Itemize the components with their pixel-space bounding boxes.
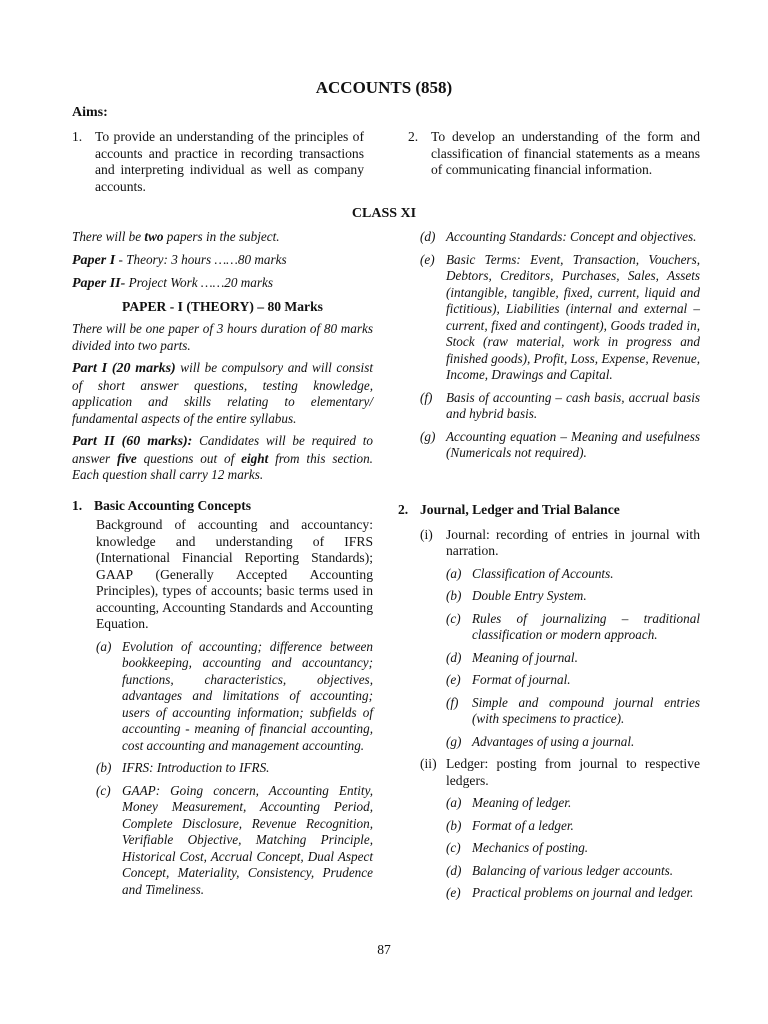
section2-content <box>420 527 700 902</box>
roman-marker: (ii) <box>420 756 437 771</box>
list-item <box>420 429 700 462</box>
right-column-continuation <box>420 229 700 468</box>
roman-text: Journal: recording of entries in journal with narration. <box>446 526 700 558</box>
paper1-label: Paper I <box>72 252 116 268</box>
list-text: Meaning of journal. <box>472 649 578 665</box>
part2-description-c: from this section. Each question shall carry 12 marks. <box>72 450 373 482</box>
part2-text <box>72 433 373 484</box>
roman-item-i <box>420 527 700 560</box>
list-text: Simple and compound journal entries (with specimens to practice). <box>472 694 700 726</box>
list-item <box>96 639 373 755</box>
section1-title: Basic Accounting Concepts <box>94 497 252 513</box>
list-item <box>446 863 700 880</box>
list-text: Advantages of using a journal. <box>472 733 635 749</box>
list-marker: (d) <box>446 649 462 665</box>
list-marker: (d) <box>420 229 436 244</box>
list-item <box>446 885 700 902</box>
page-title: ACCOUNTS (858) <box>315 78 453 97</box>
ledger-subitems <box>446 795 700 902</box>
list-item <box>446 695 700 728</box>
duration-text: There will be one paper of 3 hours duration of 80 marks divided into two parts. <box>72 321 373 353</box>
list-item <box>446 818 700 835</box>
list-marker: (b) <box>446 588 462 603</box>
list-item <box>446 795 700 812</box>
list-item <box>446 566 700 583</box>
part2-description-a: Candidates will be required to answer <box>72 433 373 466</box>
part1-description: will be compulsory and will consist of short answer questions, testing knowledge, application and skills relating to elementary/ fundamental aspects of the entire syllabus. <box>72 360 373 426</box>
paper2-text: Project Work ……20 marks <box>125 275 274 290</box>
section1-body: Background of accounting and accountancy: knowledge and understanding of IFRS (International Financial Reporting Standards); GAAP (Generally Accepted Accounting Principles), types of accounts; basic terms used in accounting, Accounting Standards and Accounting Equation. <box>96 517 373 631</box>
list-item <box>446 734 700 751</box>
list-text: Basic Terms: Event, Transaction, Vouchers, Debtors, Creditors, Purchases, Sales, Assets (intangible, tangible, fixed, current, liquid and fictitious), Liabilities (internal and external – current, fixed and contingent), Goods traded in, Stock (raw material, work in progress and finished goods), Profit, Loss, Expense, Revenue, Income, Drawings and Capital. <box>446 251 700 382</box>
section2 <box>398 502 700 908</box>
list-text: IFRS: Introduction to IFRS. <box>122 760 270 775</box>
left-column <box>72 229 373 904</box>
list-item <box>96 783 373 899</box>
list-text: Format of journal. <box>472 672 571 687</box>
paper2-label: Paper II- <box>72 276 126 291</box>
list-text: Rules of journalizing – traditional classification or modern approach. <box>472 610 700 642</box>
list-marker: (g) <box>420 428 436 444</box>
list-marker: (b) <box>446 817 462 833</box>
list-item <box>446 650 700 667</box>
list-item <box>420 390 700 423</box>
list-marker: (d) <box>446 862 462 878</box>
section2-number: 2. <box>398 502 409 517</box>
list-item <box>446 611 700 644</box>
page-number: 87 <box>377 942 391 957</box>
list-item <box>446 840 700 857</box>
papers-note <box>72 229 373 246</box>
list-marker: (a) <box>96 638 112 654</box>
aims-heading: Aims: <box>72 105 108 120</box>
list-marker: (g) <box>446 733 462 749</box>
list-marker: (e) <box>446 672 461 687</box>
list-text: Double Entry System. <box>472 588 587 603</box>
papers-note-pre: There will be <box>72 229 145 244</box>
roman-marker: (i) <box>420 526 433 542</box>
part2-label: Part II (60 marks): <box>72 434 193 449</box>
list-item <box>446 672 700 689</box>
paper1-line <box>72 252 373 270</box>
list-text: Accounting Standards: Concept and objectives. <box>446 229 697 244</box>
list-marker: (c) <box>446 610 461 626</box>
list-marker: (c) <box>96 782 111 798</box>
class-heading: CLASS XI <box>351 206 417 221</box>
list-item <box>420 252 700 384</box>
list-text: Format of a ledger. <box>472 817 574 833</box>
papers-note-post: papers in the subject. <box>163 229 280 244</box>
aim-text: To provide an understanding of the principles of accounts and practice in recording transactions and interpreting individual as well as company accounts. <box>95 129 364 194</box>
section1-number: 1. <box>72 497 83 513</box>
journal-subitems <box>446 566 700 751</box>
section2-heading <box>398 502 700 519</box>
part1-text <box>72 360 373 427</box>
list-item <box>420 229 700 246</box>
list-text: Balancing of various ledger accounts. <box>472 862 674 878</box>
paper2-line <box>72 275 373 293</box>
section2-title: Journal, Ledger and Trial Balance <box>420 502 620 517</box>
list-marker: (e) <box>446 885 461 900</box>
roman-text: Ledger: posting from journal to respective ledgers. <box>446 756 700 788</box>
part2-five: five <box>116 450 137 466</box>
list-text: Basis of accounting – cash basis, accrual basis and hybrid basis. <box>446 389 700 421</box>
aim-item-2 <box>408 129 700 179</box>
part2-description-b: questions out of <box>136 450 242 466</box>
list-marker: (a) <box>446 565 462 581</box>
section1-heading <box>72 498 373 515</box>
aim-number: 2. <box>408 129 419 144</box>
list-text: Classification of Accounts. <box>472 565 614 581</box>
paper-theory-heading: PAPER - I (THEORY) – 80 Marks <box>122 298 323 314</box>
list-item <box>446 588 700 605</box>
list-marker: (b) <box>96 760 112 775</box>
aim-text: To develop an understanding of the form and classification of financial statements as a means of communicating financial information. <box>431 129 700 177</box>
list-text: Practical problems on journal and ledger. <box>472 885 694 900</box>
list-text: Accounting equation – Meaning and usefulness (Numericals not required). <box>446 428 700 460</box>
aim-number: 1. <box>72 129 83 144</box>
section1-subitems <box>96 639 373 899</box>
part1-label: Part I (20 marks) <box>72 361 176 376</box>
papers-count: two <box>144 229 164 244</box>
list-text: Meaning of ledger. <box>472 795 572 810</box>
list-text: Mechanics of posting. <box>472 840 589 855</box>
paper1-text: - Theory: 3 hours ……80 marks <box>115 251 287 267</box>
list-marker: (a) <box>446 795 462 810</box>
list-text: GAAP: Going concern, Accounting Entity, Money Measurement, Accounting Period, Complete Disclosure, Revenue Recognition, Verifiable Objective, Matching Principle, Historical Cost, Accrual Concept, Dual Aspect Concept, Materiality, Consistency, Prudence and Timeliness. <box>122 782 373 897</box>
list-marker: (c) <box>446 840 461 855</box>
list-marker: (f) <box>446 694 459 710</box>
aim-item-1 <box>72 129 364 195</box>
list-marker: (e) <box>420 251 435 267</box>
roman-item-ii <box>420 756 700 789</box>
list-marker: (f) <box>420 389 433 405</box>
list-item <box>96 760 373 777</box>
part2-eight: eight <box>241 450 269 466</box>
list-text: Evolution of accounting; difference between bookkeeping, accounting and accountancy; functions, characteristics, objectives, advantages and limitations of accounting; users of accounting information; subfields of accounting - meaning of financial accounting, cost accounting and management accounting. <box>122 638 373 753</box>
